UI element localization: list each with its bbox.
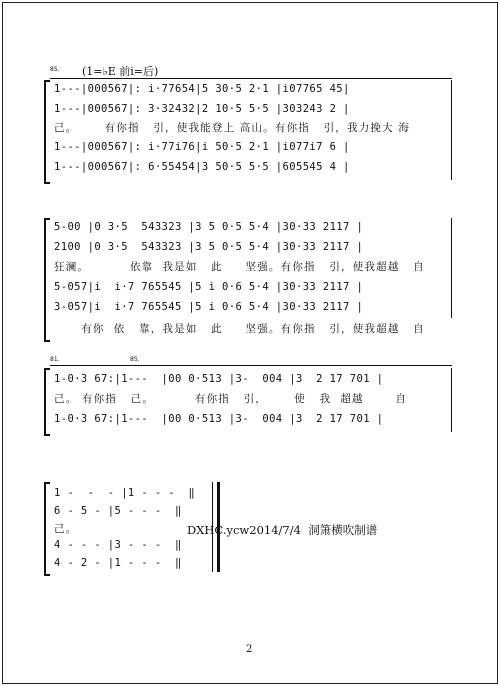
score-line (50, 78, 452, 79)
staff-line: 5-00 |0 3·5 543323 |3 5 0·5 5·4 |30·33 2117 | (54, 221, 364, 233)
rehearsal-mark: 85. (130, 356, 140, 363)
page-number: 2 (246, 644, 253, 655)
lyric-line: 己。 有你指 己。 有你指 引， 使 我 超越 自 (54, 393, 408, 405)
key-signature: (1=♭E 前i=后) (82, 65, 159, 78)
staff-line: 1---|000567|: i·77i76|i 50·5 2·1 |i077i7 6 | (54, 141, 350, 153)
staff-line: 1-0·3 67:|1--- |00 0·513 |3- 004 |3 2 17 701 | (54, 373, 384, 385)
rehearsal-mark: 81. (50, 356, 60, 363)
system-1 (50, 80, 452, 180)
staff-line: 5-057|i i·7 765545 |5 i 0·6 5·4 |30·33 2117 | (54, 281, 364, 293)
staff-line: 1---|000567|: 6·55454|3 50·5 5·5 |605545 4 | (54, 161, 350, 173)
staff-line: 2100 |0 3·5 543323 |3 5 0·5 5·4 |30·33 2117 | (54, 241, 364, 253)
staff-line: 1 - - - |1 - - - ‖ (54, 487, 196, 499)
lyric-line: 己。 (54, 523, 78, 535)
barline (451, 368, 452, 432)
staff-line: 4 - 2 - |1 - - - ‖ (54, 557, 182, 569)
staff-line: 1---|000567|: 3·32432|2 10·5 5·5 |303243 2 | (54, 103, 350, 115)
barline (451, 80, 452, 180)
staff-line: 6 - 5 - |5 - - - ‖ (54, 505, 182, 517)
staff-line: 1-0·3 67:|1--- |00 0·513 |3- 004 |3 2 17 701 | (54, 413, 384, 425)
lyric-line: 己。 有你指 引，使我能登上 高山。有你指 引，我力挽大 海 (54, 122, 411, 134)
rehearsal-mark: 85. (50, 66, 60, 73)
lyric-line: 有你 依 靠，我是如 此 坚强。有你指 引，使我超越 自 (54, 323, 425, 335)
system-2 (50, 218, 452, 338)
system-brace (44, 80, 50, 184)
staff-line: 3-057|i i·7 765545 |5 i 0·6 5·4 |30·33 2117 | (54, 301, 364, 313)
system-brace (44, 482, 50, 576)
staff-line: 4 - - - |3 - - - ‖ (54, 539, 182, 551)
score-line (50, 365, 452, 366)
barline (451, 218, 452, 318)
system-brace (44, 218, 50, 342)
staff-line: 1---|000567|: i·77654|5 30·5 2·1 |i07765 45| (54, 83, 350, 95)
lyric-line: 狂澜。 依靠 我是如 此 坚强。有你指 引，使我超越 自 (54, 261, 425, 273)
system-brace (44, 368, 50, 436)
transcriber-credit: DXHC.ycw2014/7/4 洞箫横吹制谱 (187, 523, 378, 537)
system-3 (50, 368, 452, 432)
